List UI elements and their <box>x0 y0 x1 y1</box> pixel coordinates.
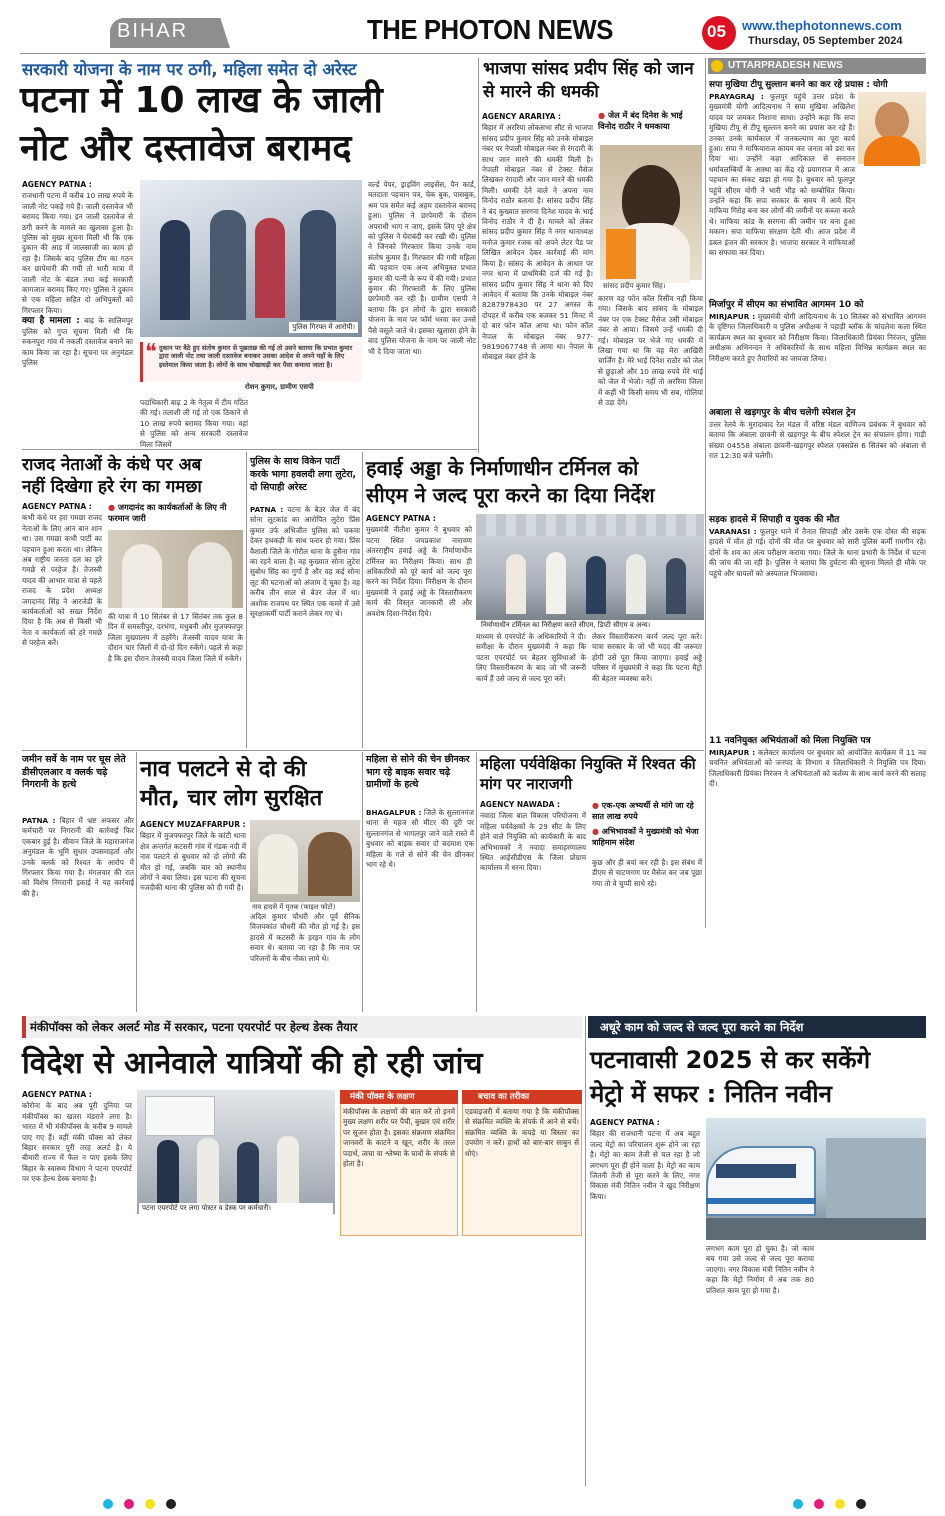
up-text-2: MIRJAPUR : मुख्यमंत्री योगी आदित्यनाथ के 10 सितंबर को संभावित आगमन के दृष्टिगत जिलाधिकारी व पुलिस अधीक्षक ने पहाड़ी ब्लॉक के चांदलेवा कला स्थित कार्यक्रम स्थल का बुधवार को निरीक्षण किया। जिलाधिकारी प्रियंका निरंजन, पुलिस अधीक्षक अभिनन्दन ने अधिकारियों के साथ महिला विभिन्न कार्यक्रम स्थल का निरीक्षण करते हुए तैयारियों का जायजा लिया। <box>709 312 926 363</box>
masthead: THE PHOTON NEWS <box>367 14 613 45</box>
airport-text-2: माध्यम से एयरपोर्ट के अधिकारियों ने दी। समीक्षा के दौरान मुख्यमंत्री ने कहा कि पटना एयरपोर्ट पर बेहतर सुविधाओं के लिए विस्तारीकरण के बाद जो भी जरूरी कार्य हैं उसे जल्द से जल्द पूरा करें। <box>476 632 586 683</box>
nav-headline-1: नाव पलटने से दो की <box>140 757 307 782</box>
police-headline: पुलिस के साथ विकेन पार्टी करके भागा हवलदी लगा लुटेरा, दो सिपाही अरेस्ट <box>250 456 357 493</box>
nav-text-2: अदिल कुमार चौधरी और पूर्व सैनिक विजयकांत चौधरी की मौत हो गई है। इस हादसे में कटसरी के हरइन गांव के लोग सवार थे। बताया जा रहा है कि नाव पर परिजनों के बीच नौका लाये थे। <box>250 912 360 963</box>
divider-vertical-6 <box>362 752 363 1012</box>
up-headline-1: सपा मुखिया टीपू सुल्तान बनने का कर रहे प्रयास : योगी <box>709 80 888 90</box>
page-number: 05 <box>707 22 726 41</box>
bullet-icon: ● <box>598 110 606 120</box>
bjp-photo <box>600 145 702 280</box>
metro-headline-2: मेट्रो में सफर : नितिन नवीन <box>590 1080 832 1108</box>
airport-headline-1: हवाई अड्डा के निर्माणाधीन टर्मिनल को <box>366 456 639 480</box>
nawada-bullet-2: ● अभिभावकों ने मुख्यमंत्री को भेजा त्राहिमाम संदेश <box>592 827 699 847</box>
lead-headline-line2: नोट और दस्तावेज बरामद <box>20 128 352 169</box>
up-headline-3: अबाला से खड़गपुर के बीच चलेगी स्पेशल ट्रेन <box>709 408 856 418</box>
lead-quote-box <box>140 342 362 382</box>
up-section-icon <box>711 60 723 72</box>
mpox-text-col2 <box>137 1218 247 1480</box>
lead-text-1b: बाढ़ के सालिमपुर पुलिस को गुप्त सूचना मिली थी कि रुकनपुरा गांव में नकली दस्तावेज बनाने का काम किया जा रहा है। सूचना पर अनुमंडल पुलिस <box>22 316 133 367</box>
up-text-1b <box>858 168 926 294</box>
print-registration-marks-right <box>790 1494 869 1513</box>
reg-dot-magenta <box>814 1499 824 1509</box>
mpox-kicker: मंकीपॉक्स को लेकर अलर्ट मोड में सरकार, पटना एयरपोर्ट पर हेल्थ डेस्क तैयार <box>30 1020 358 1034</box>
mpox-symptoms-text: मंकीपॉक्स के लक्षणों की बात करें तो इनमें मुख्य लक्षण शरीर पर पैची, बुखार एवं शरीर पर सूजन होता है। इसका संक्रमण संक्रमित जानवरों के काटने व खून, शरीर के तरल पदार्थ, त्वचा या श्लेष्मा के घावों के संपर्क से होता है। <box>343 1107 455 1169</box>
metro-headline-1: पटनावासी 2025 से कर सकेंगे <box>590 1046 871 1074</box>
reg-dot-yellow <box>835 1499 845 1509</box>
up-text-5: MIRJAPUR : कलेक्टर कार्यालय पर बुधवार को आयोजित कार्यक्रम में 11 नव चयनित अभियंताओं को जनपद के विभाग व जिलाधिकारी ने नियुक्ति पत्र दिया। जिलाधिकारी प्रियंका निरंजन ने अभियंताओं को कर्तव्य के साथ कार्य करने की सलाह दी। <box>709 748 926 789</box>
metro-text-2: लगभग काम पूरा हो चुका है। जो काम बच गया उसे जल्द से जल्द पूरा कराया जाएगा। नगर विकास मंत्री नितिन नवीन ने कहा कि मेट्रो निर्माण में अब तक 80 प्रतिशत काम पूरा हो गया है। <box>706 1244 814 1295</box>
lead-column-2b <box>252 398 362 443</box>
mpox-headline: विदेश से आनेवाले यात्रियों की हो रही जांच <box>22 1046 483 1081</box>
metro-kicker: अधूरे काम को जल्द से जल्द पूरा करने का निर्देश <box>600 1020 804 1034</box>
bullet-icon: ● <box>108 502 116 512</box>
zamin-text: PATNA : बिहार में भ्रष्ट अफसर और कर्मचारी पर निगरानी की कार्रवाई फिर एकबार हुई है। सीवान जिले के महाराजगंज अनुमंडल के भूमि सुधार उपसमाहर्ता और उनके क्लर्क को रिश्वत के आरोप में गिरफ्तार किया गया है। मंगलवार की रात को विशेष निगरानी इकाई ने यह कार्रवाई की है। <box>22 816 134 898</box>
mpox-prevention-title: बचाव का तरीका <box>478 1092 530 1102</box>
rajad-headline-1: राजद नेताओं के कंधे पर अब <box>22 455 202 475</box>
quote-icon: ❝ <box>145 340 157 365</box>
airport-photo-caption: निर्माणाधीन टर्मिनल का निरीक्षण करते सीएम, डिप्टी सीएम व अन्य। <box>478 620 703 631</box>
divider-vertical-1 <box>478 58 479 453</box>
mpox-text-col3 <box>252 1240 352 1480</box>
yogi-photo <box>858 92 926 164</box>
divider-mid <box>22 750 704 751</box>
nawada-bullet-1: ● एक-एक अभ्यर्थी से मांगे जा रहे सात लाख रुपये <box>592 801 694 821</box>
divider-vertical-4 <box>362 452 363 748</box>
up-src-1: PRAYAGRAJ : <box>709 92 764 101</box>
up-headline-5: 11 नवनियुक्त अभियंताओं को मिला नियुक्ति पत्र <box>709 736 871 746</box>
rajad-headline-2: नहीं दिखेगा हरे रंग का गमछा <box>22 477 202 497</box>
bjp-source: AGENCY ARARIYA : <box>482 112 561 121</box>
reg-dot-magenta <box>124 1499 134 1509</box>
lead-headline-line1: पटना में 10 लाख के जाली <box>20 80 383 121</box>
bullet-icon: ● <box>592 801 599 810</box>
rajad-text-2: की यात्रा में 10 सितंबर से 17 सितंबर तक कुल 8 दिन में समस्तीपुर, दरभंगा, मधुबनी और मुजफ्फरपुर जिला मुख्यालय में ठहरेंगे। तेजस्वी यादव यात्रा के दौरान चार जिलों में दो-दो दिन रुकेंगे। पहले से कहा है कि इस दौरान तेजस्वी यादव जिला जिले में रुकेंगे। <box>108 612 243 663</box>
bjp-text-2: कारण वह फोन कॉल रिसीव नहीं किया गया। जिसके बाद सांसद के मोबाइल नंबर पर एक टेक्स्ट मैसेज उसी मोबाइल नंबर से आया। जिसमे उन्हें धमकी दी गई। मोबाइल पर भेजे गए धमकी में लिखा गया था कि वह मेरा आखिरी चार्जिंग है। मेरे भाई दिनेश राठौर को जेल से छुड़ाओ और 10 लाख रुपये मेरे भाई को जेल में भेजो। नहीं तो अररिया जिला में कहीं भी किसी समय भी सब, गोलियां से उड़ा देंगे। <box>598 294 703 408</box>
rajad-text: AGENCY PATNA : कभी कंधे पर हरा गमछा राजद नेताओं के लिए आन बान शान था। उस गमछा कभी पार्टी का पहचान हुआ करता था। लेकिन अब राष्ट्रीय जनता दल का हरे गमछे से परहेज है। तेजस्वी यादव की आभार यात्रा से पहले राजद के प्रदेश अध्यक्ष जगदानंद सिंह ने आरजेडी के कार्यकर्ताओं को सख्त निर्देश दिया है कि अब से किसी भी नेता व कार्यकर्ता को हरे गमछे से परहेज करें। <box>22 502 102 648</box>
mahila-text: BHAGALPUR : जिले के सुल्तानगंज थाना से महज सौ मीटर की दूरी पर सुल्तानगंज से भागलपुर जाने वाले रास्ते में बुधवार को बाइक सवार दो बदमाश एक महिला के गले से सोने की चेन छीनकर भाग रहे थे। <box>366 808 474 870</box>
airport-text: AGENCY PATNA : मुख्यमंत्री नीतीश कुमार ने बुधवार को पटना स्थित जयप्रकाश नारायण अंतरराष्ट्रीय हवाई अड्डे के निर्माणाधीन टर्मिनल का निरीक्षण किया। साथ ही अधिकारियों को पूरे कार्य को जल्द पूरा करने का निर्देश दिया। निरीक्षण के दौरान मुख्यमंत्री ने हवाई अड्डे के विस्तारीकरण कार्य की विस्तृत जानकारी ली और अवशेष दिशा-निर्देश दिये। <box>366 514 472 618</box>
nawada-text: AGENCY NAWADA : नवादा जिला बाल विकास परियोजना में महिला पर्यवेक्षकों के 29 सीट के लिए होने वाले नियुक्ति को कार्यकारी के बाद अभिभावकों ने नवादा समाहरणालय स्थित आईसीडीएस के जिला प्रोग्राम कार्यालय में धरना दिया। <box>480 800 586 873</box>
nav-photo-caption: नाव हादसे में मृतक (फाइल फोटो) <box>252 903 336 911</box>
reg-dot-cyan <box>103 1499 113 1509</box>
mpox-photo <box>137 1090 335 1214</box>
reg-dot-black <box>166 1499 176 1509</box>
lead-text-1: राजधानी पटना में करीब 10 लाख रुपये के जाली नोट पकड़े गये हैं। जाली दस्तावेज भी बरामद किया गया। इन जाली दस्तावेज से ठगी करने के मामले का खुलासा हुआ है। पुलिस को मुख्य सूचना मिली थी कि एक दुकान की आड़ में जालसाजी का काम हो रहा है। जिसके बाद पुलिस टीम का गठन कर छापेमारी की गयी तो भारी मात्रा में जाली नोट के बंडल तथा कई सरकारी कागजात बरामद किए गए। पुलिस ने दुकान से एक महिला सहित दो अभियुक्तों को गिरफ्तार किया। <box>22 191 133 315</box>
mpox-text-col4 <box>357 1240 467 1480</box>
mpox-symptoms-title: मंकी पॉक्स के लक्षण <box>350 1092 415 1102</box>
up-section-label: UTTARPRADESH NEWS <box>728 60 843 71</box>
divider-vertical-8 <box>585 1016 586 1486</box>
nawada-text-2: कुछ और ही बयां कर रही है। इस संबंध में डीएम से चाटणगण पर मैसेज कर जब पूछा गया तो वे चुप्पी साधे रहे। <box>592 858 702 888</box>
lead-column-2: पदाधिकारी बाढ़ 2 के नेतृत्व में टीम गठित की गई। तलाशी ली गई तो एक ठिकाने से 10 लाख रुपये बरामद किया गया। वहां से पुलिस को अन्य सरकारी दस्तावेज मिला जिसमें <box>140 398 248 449</box>
issue-date: Thursday, 05 September 2024 <box>748 35 903 47</box>
header-divider <box>20 53 925 54</box>
up-headline-2: मिर्जापुर में सीएम का संभावित आगमन 10 को <box>709 300 864 310</box>
divider-lead-bottom <box>22 449 477 450</box>
reg-dot-black <box>856 1499 866 1509</box>
lead-quote-attribution: रोशन कुमार, ग्रामीण एसपी <box>245 383 314 391</box>
bjp-body: बिहार में अररिया लोकसभा सीट से भाजपा सांसद प्रदीप कुमार सिंह को उनके मोबाइल नंबर पर नेपाली मोबाइल नंबर से रंगदारी के साथ जान मारने की धमकी मिली है। नेपाली मोबाइल नंबर से टेक्स्ट मैसेज लिखकर रंगदारी और जान मारने की धमकी मिली। धमकी देने वाले ने अपना नाम विनोद राठौर बताया है। सांसद प्रदीप सिंह ने बंद कुख्यात सरगना दिनेश यादव के भाई विनोद राठौर ने दी है। मामले को लेकर सांसद प्रदीप कुमार सिंह ने नगर थानाध्यक्ष मनोज कुमार रजक को अपने लेटर पैड पर लिखित आवेदन देकर कार्रवाई की मांग किया है। सांसद के आवेदन के आधार पर नगर थाना में प्राथमिकी दर्ज की गई है। सांसद प्रदीप कुमार सिंह ने थाना को दिए आवेदन में बताया कि उनके मोबाइल नंबर 8287978430 पर 27 अगस्त के दोपहर में करीब एक बजकर 51 मिनट में दो बार फोन कॉल आया था। फोन कॉल नेपाल के मोबाइल नंबर 977-9819067748 से आया था। नेपाल के मोबाइल नंबर होने के <box>482 123 593 362</box>
police-text: PATNA : पटना के बेउर जेल में बंद सोना लूटकांड का आरोपित लुटेरा प्रिंस कुमार उर्फ अभिजीत पुलिस को चकमा देकर हथकड़ी के साथ फरार हो गया। प्रिंस वैशाली जिले के गोरौल थाना के हुसैना गांव का रहने वाला है। वह कुख्यात सोना लुटेरा सुबोध सिंह का गुर्गा है और वह कई सोना लूट की घटनाओं को अंजाम दे चुका है। वह करीब तीन साल से बेउर जेल में था। अशोक राजपथ पर स्थित एक कमरे में उसे सुरक्षाकर्मी पार्टी कराने लेकर गए थे। <box>250 505 360 619</box>
reg-dot-cyan <box>793 1499 803 1509</box>
lead-quote: दुकान पर बैठे हुए संतोष कुमार से पूछताछ की गई तो उसने बताया कि प्रभात कुमार द्वारा जाली नोट तथा जाली दस्तावेज बनाकर उसका आदेश से अपने यहाँ के लिए इस्तेमाल किया जाता है। लोगों के साथ धोखाधड़ी कर पैसा कमाया जाता है। <box>159 344 353 369</box>
airport-text-3: लेकर विस्तारीकरण कार्य जल्द पूरा करें। यात्रा सरकार के जो भी मदद की जरूरत होगी उसे पूरा किया जाएगा। हवाई अड्डे परिसर में मुख्यमंत्री ने कहा कि पटना मैट्रो की बेहतर व्यवस्था करें। <box>592 632 702 683</box>
bjp-photo-caption: सांसद प्रदीप कुमार सिंह। <box>603 282 666 290</box>
zamin-headline: जमीन सर्वे के नाम पर घूस लेते डीसीएलआर व क्लर्क चढ़े निगरानी के हत्थे <box>22 754 126 790</box>
lead-photo-caption: पुलिस गिरफ्त में आरोपी। <box>289 322 358 333</box>
metro-text-3 <box>818 1244 926 1480</box>
mpox-prevention-text: एडवाइजरी में बताया गया है कि मंकीपॉक्स से संक्रमित व्यक्ति के संपर्क में आने से बचें। संक्रमित व्यक्ति के कपड़े या बिस्तर का उपयोग न करें। हाथों को बार-बार साबुन से धोएं। <box>465 1107 579 1158</box>
lead-kicker: सरकारी योजना के नाम पर ठगी, महिला समेत दो अरेस्ट <box>22 60 357 79</box>
mpox-text-col5 <box>472 1240 582 1480</box>
rajad-photo <box>108 530 243 608</box>
bjp-text <box>482 112 593 450</box>
metro-photo <box>706 1118 926 1240</box>
up-text-1: PRAYAGRAJ : फूलपुर पहुंचे उत्तर प्रदेश के मुख्यमंत्री योगी आदित्यनाथ ने सपा मुखिया अखिलेश यादव पर जमकर निशाना साधा। उन्होंने कहा कि सपा मुखिया टीपू से टीपू सुल्तान बनने का प्रयास कर रहे हैं। उनका उनके कार्यकाल में जनकल्याण का पूरा कार्य हुआ। सपा ने माफियाराज कायम कर जनता को डरा कर दिया था। उन्होंने कहा आदिकाल से सनातन धर्मावलम्बियों के आस्था का केंद्र रहे प्रयागराज में आज पहचान का संकट खड़ा हो गया है। बुधवार को फूलपुर पहुंचे सीएम योगी ने भारी भीड़ को सम्बोधित किया। उन्होंने कहा कि सपा सरकार के समय में आये दिन माफिया गिरोह बना कर लोगों की जमीनों पर कब्जा करते थे। माफिया कांड के सरगना की जमीन पर बना हुआ मकान। सपा माफिया संरक्षण देती थी। आज प्रदेश में डबल इंजन की सरकार है। भाजपा सरकार ने माफियाओं का सफाया कर दिया। <box>709 92 855 258</box>
airport-photo <box>476 514 704 620</box>
lead-column-3: वर्ल्ड पेपर, ड्राइविंग लाइसेंस, पैन कार्ड, मतदाता पहचान पत्र, चेक बुक, पासबुक, श्रम पत्र समेत कई अहम दस्तावेज बरामद हुआ। पुलिस ने छापेमारी के दौरान अपराधी भाग न जाए, इसके लिए पूरे क्षेत्र को पुलिस ने घेराबंदी कर रखी थी। पुलिस ने जिनको गिरफ्तार किया उनके नाम संतोष कुमार हैं। गिरफ्तार की गयी महिला की पहचान एक अन्य अभियुक्त प्रभात कुमार की पत्नी के रूप में की गयी। प्रभात कुमार की गिरफ्तारी के लिए पुलिस छापेमारी कर रही है। ग्रामीण एसपी ने बताया कि इन लोगों के द्वारा सरकारी योजना के नाम पर फॉर्म भरवा कर उनसे पैसे वसूले जाते थे। इसका खुलासा होने के बाद पुलिस योजना के नाम पर जाली नोट भी दे दिया जाता था। <box>368 180 476 356</box>
up-text-4: VARANASI : फूलपुर थाने में तैनात सिपाही और उसके एक दोस्त की सड़क हादसे में मौत हो गई। दोनों की मौत पर बुधवार को सारी पुलिस कर्मी ग़मगीन रहे। दोनों के शव का अंत्य परीक्षण कराया गया। जिले के थाना प्रभारी के निर्देश में घटना की जांच की जा रही है। पुलिस ने बताया कि दुर्घटना की सूचना मिलते ही मौके पर पहुंचे और घायलों को अस्पताल भिजवाया। <box>709 527 926 578</box>
nav-headline-2: मौत, चार लोग सुरक्षित <box>140 786 323 811</box>
reg-dot-yellow <box>145 1499 155 1509</box>
divider-vertical-7 <box>476 752 477 1012</box>
nav-photo <box>250 820 360 902</box>
mahila-headline: महिला से सोने की चेन छीनकर भाग रहे बाइक सवार चढ़े ग्रामीणों के हत्थे <box>366 754 470 790</box>
divider-vertical-3 <box>246 452 247 748</box>
rajad-bullet: ● जगदानंद का कार्यकर्ताओं के लिए नी फरमान जारी <box>108 502 227 523</box>
divider-vertical-2 <box>705 58 706 928</box>
lead-subhead: क्या है मामला : <box>22 316 80 327</box>
site-url[interactable]: www.thephotonnews.com <box>742 18 902 33</box>
airport-headline-2: सीएम ने जल्द पूरा करने का दिया निर्देश <box>366 483 655 507</box>
lead-source: AGENCY PATNA : <box>22 180 92 189</box>
mpox-text: AGENCY PATNA : कोरोना के बाद अब पूरी दुनिया पर मंकीपॉक्स का खतरा मंडराने लगा है। भारत में भी मंकीपॉक्स के करीब 9 मामले पाए गए हैं। वहीं मंकी पॉक्स को लेकर बिहार सरकार पूरी तरह अलर्ट है। ये बीमारी राज्य में फैल न पाए इसके लिए बिहार के स्वास्थ्य विभाग ने पटना एयरपोर्ट पर एक हेल्थ डेस्क बनाया है। <box>22 1090 132 1184</box>
divider-vertical-5 <box>136 752 137 1012</box>
nawada-headline: महिला पर्यवेक्षिका नियुक्ति में रिश्वत की मांग पर नाराजगी <box>480 755 696 793</box>
nav-text: AGENCY MUZAFFARPUR : बिहार में मुजफ्फरपुर जिले के कांटी थाना क्षेत्र अन्तर्गत कटसरी गांव में गंडक नदी में नाव पलटने से बुधवार को दो लोगों की मौत हो गई, जबकि चार को स्थानीय लोगों ने बचा लिया। इस घटना की सूचना नजदीकी थाना की पुलिस को दी गयी है। <box>140 820 246 893</box>
lead-photo <box>140 180 362 337</box>
bullet-icon: ● <box>592 827 599 836</box>
section-label: BIHAR <box>117 20 189 42</box>
mpox-photo-caption: पटना एयरपोर्ट पर लगा पोस्टर व डेस्क पर कर्मचारी। <box>139 1203 333 1214</box>
up-headline-4: सड़क हादसे में सिपाही व युवक की मौत <box>709 515 840 525</box>
print-registration-marks-left <box>100 1494 179 1513</box>
bjp-bullet: ● जेल में बंद दिनेश के भाई विनोद राठौर ने धमकाया <box>598 110 683 131</box>
up-text-3: उत्तर रेलवे के मुरादाबाद रेल मंडल में वरिष्ठ मंडल वाणिज्य प्रबंधक ने बुधवार को बताया कि अंबाला छावनी से खड़गपुर के बीच स्पेशल ट्रेन का संचालन होगा। गाड़ी संख्या 04558 अंबाला छावनी-खड़गपुर स्पेशल एक्सप्रेस 6 सितंबर को अंबाला से रात 12:30 बजे चलेगी। <box>709 420 926 461</box>
metro-text: AGENCY PATNA : बिहार की राजधानी पटना में अब बहुत जल्द मेट्रो का परिचालन शुरू होने जा रहा है। मेट्रो का काम तेजी से चल रहा है जो लगभग पूरा ही होने वाला है। मेट्रो का काम जितनी तेजी से पूरा करने के लिए, नगर विकास मंत्री नितिन नवीन ने खुद निरीक्षण किया। <box>590 1118 700 1201</box>
bjp-headline: भाजपा सांसद प्रदीप सिंह को जान से मारने की धमकी <box>483 59 694 102</box>
